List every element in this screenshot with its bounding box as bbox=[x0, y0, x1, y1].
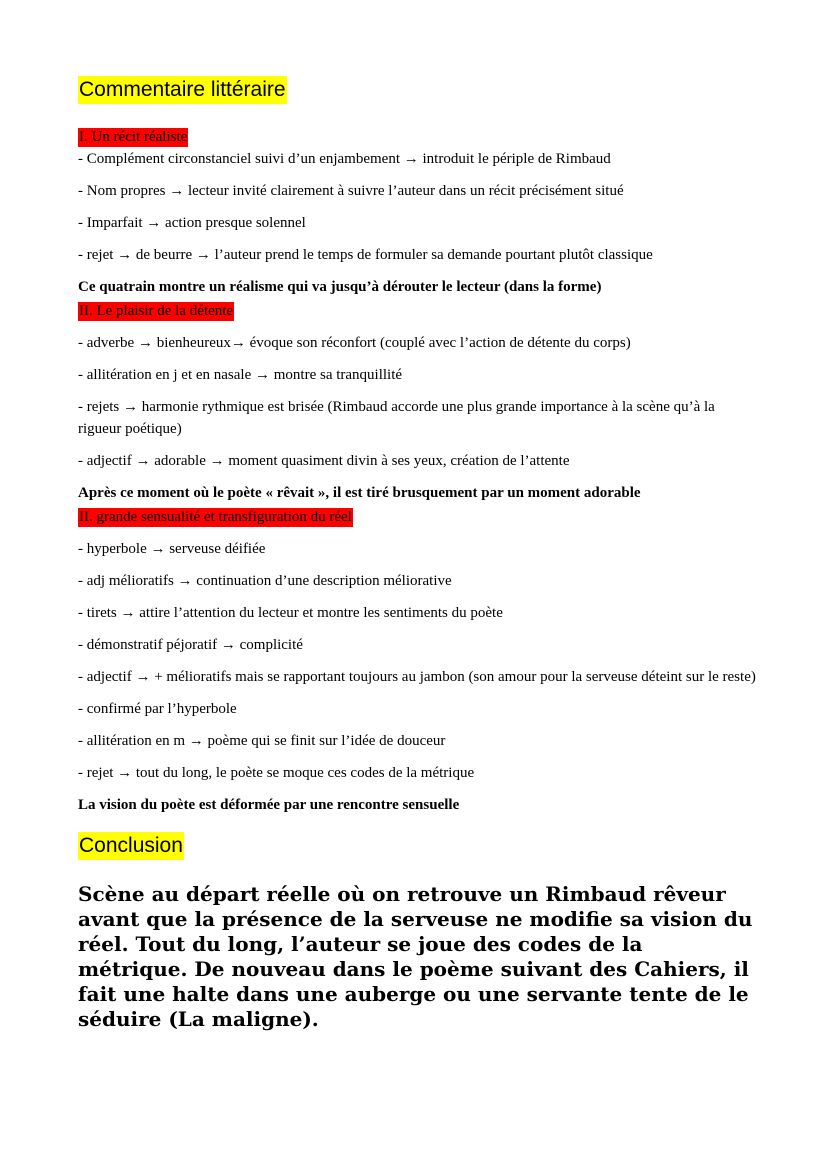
section-2-heading: II. Le plaisir de la détente bbox=[79, 303, 234, 319]
section-3-summary: La vision du poète est déformée par une rencontre sensuelle bbox=[78, 797, 460, 813]
document-content bbox=[78, 76, 758, 1052]
section-1-heading: I. Un récit réaliste bbox=[79, 129, 188, 145]
section-3-item: - confirmé par l’hyperbole bbox=[78, 701, 237, 717]
section-1-summary: Ce quatrain montre un réalisme qui va jusqu’à dérouter le lecteur (dans la forme) bbox=[78, 279, 602, 295]
section-1-item: - rejet → de beurre → l’auteur prend le temps de formuler sa demande pourtant plutôt classique bbox=[78, 247, 653, 263]
section-1-item: - Imparfait → action presque solennel bbox=[78, 215, 306, 231]
section-1-item: - Nom propres → lecteur invité clairement à suivre l’auteur dans un récit précisément situé bbox=[78, 183, 624, 199]
section-1-item: - Complément circonstanciel suivi d’un enjambement → introduit le périple de Rimbaud bbox=[78, 151, 611, 167]
section-3-item: - rejet → tout du long, le poète se moque ces codes de la métrique bbox=[78, 765, 475, 781]
section-1-heading-block bbox=[78, 128, 758, 148]
section-2-item: - adverbe → bienheureux→ évoque son réconfort (couplé avec l’action de détente du corps) bbox=[78, 335, 631, 351]
conclusion-heading-block bbox=[78, 832, 758, 860]
section-2-item: - adjectif → adorable → moment quasiment divin à ses yeux, création de l’attente bbox=[78, 453, 570, 469]
section-2-summary: Après ce moment où le poète « rêvait », il est tiré brusquement par un moment adorable bbox=[78, 485, 641, 501]
section-2-item: - allitération en j et en nasale → montre sa tranquillité bbox=[78, 367, 403, 383]
section-3-item: - hyperbole → serveuse déifiée bbox=[78, 541, 266, 557]
conclusion-heading: Conclusion bbox=[78, 832, 184, 860]
section-3-item: - démonstratif péjoratif → complicité bbox=[78, 637, 303, 653]
document-title: Commentaire littéraire bbox=[78, 76, 287, 104]
section-2-item: - rejets → harmonie rythmique est brisée (Rimbaud accorde une plus grande importance à la scène qu’à la rigueur poétique) bbox=[78, 399, 715, 437]
section-3-heading-block bbox=[78, 508, 758, 528]
section-3-item: - adjectif → + mélioratifs mais se rapportant toujours au jambon (son amour pour la serveuse déteint sur le reste) bbox=[78, 669, 756, 685]
section-2-heading-block bbox=[78, 302, 758, 322]
section-3-item: - allitération en m → poème qui se finit sur l’idée de douceur bbox=[78, 733, 446, 749]
title-block bbox=[78, 76, 758, 104]
section-3-heading: II. grande sensualité et transfiguration du réel bbox=[79, 509, 352, 525]
conclusion-text: Scène au départ réelle où on retrouve un Rimbaud rêveur avant que la présence de la serveuse ne modifie sa vision du réel. Tout du long, l’auteur se joue des codes de la métrique. De nouveau dans le poème suivant des Cahiers, il fait une halte dans une auberge ou une servante tente de le séduire (La maligne). bbox=[78, 882, 753, 1031]
section-3-item: - adj mélioratifs → continuation d’une description méliorative bbox=[78, 573, 452, 589]
section-3-item: - tirets → attire l’attention du lecteur et montre les sentiments du poète bbox=[78, 605, 503, 621]
